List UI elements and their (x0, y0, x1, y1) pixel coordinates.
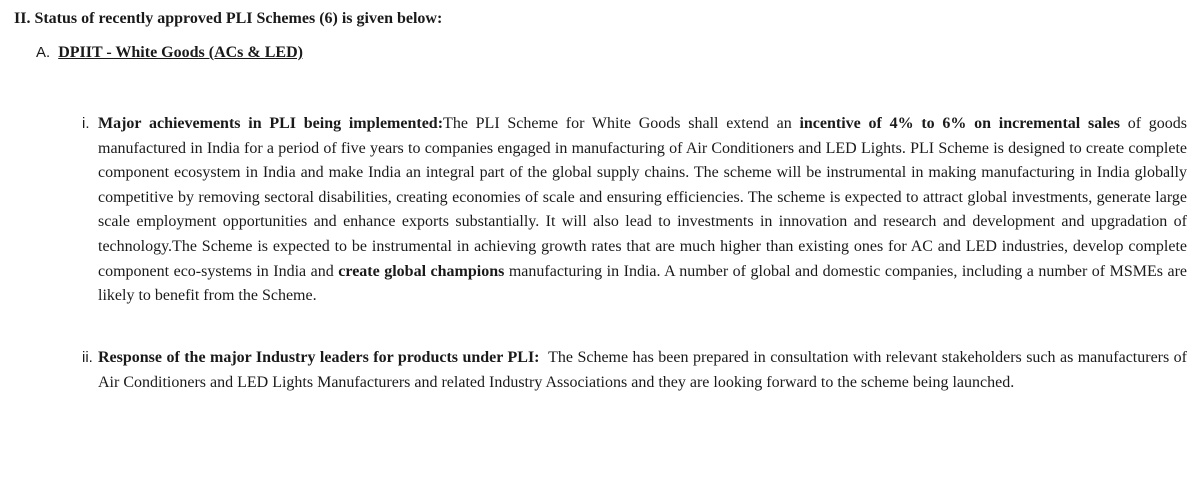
item-body (98, 346, 1187, 395)
item-text: The Scheme has been prepared in consultation with relevant stakeholders such as manufacturers of Air Conditioners and LED Lights Manufacturers and related Industry Associations and they are looking forward to the scheme being launched. (98, 349, 1188, 391)
item-emphasis: incentive of 4% to 6% on incremental sales (799, 115, 1120, 132)
item-text: of goods manufactured in India for a period of five years to companies engaged in manufacturing of Air Conditioners and LED Lights. PLI Scheme is designed to create complete component ecosystem in India and make India an integral part of the global supply chains. The scheme will be instrumental in making manufacturing in India globally competitive by removing sectoral disabilities, creating economies of scale and ensuring efficiencies. The scheme is expected to attract global investments, generate large scale employment opportunities and enhance exports substantially. It will also lead to investments in innovation and research and development and upgradation of technology.The Scheme is expected to be instrumental in achieving growth rates that are much higher than existing ones for AC and LED industries, develop complete component eco-systems in India and (98, 115, 1188, 280)
item-label: Response of the major Industry leaders for products under PLI: (98, 349, 540, 366)
item-label: Major achievements in PLI being implemented: (98, 115, 444, 132)
item-text: The PLI Scheme for White Goods shall extend an (443, 115, 800, 132)
list-item-achievements (82, 112, 1187, 309)
section-title: DPIIT - White Goods (ACs & LED) (58, 44, 303, 61)
item-emphasis: create global champions (338, 262, 505, 280)
list-item-industry-response (82, 346, 1187, 395)
page-heading: II. Status of recently approved PLI Schemes (6) is given below: (14, 10, 443, 27)
item-number: i. (82, 115, 90, 132)
section-marker: A. (36, 44, 51, 61)
item-body (98, 112, 1187, 309)
item-number: ii. (82, 349, 93, 366)
item-text: manufacturing in India. A number of global and domestic companies, including a number of MSMEs are likely to benefit from the Scheme. (98, 262, 1188, 305)
section-heading (36, 44, 303, 62)
